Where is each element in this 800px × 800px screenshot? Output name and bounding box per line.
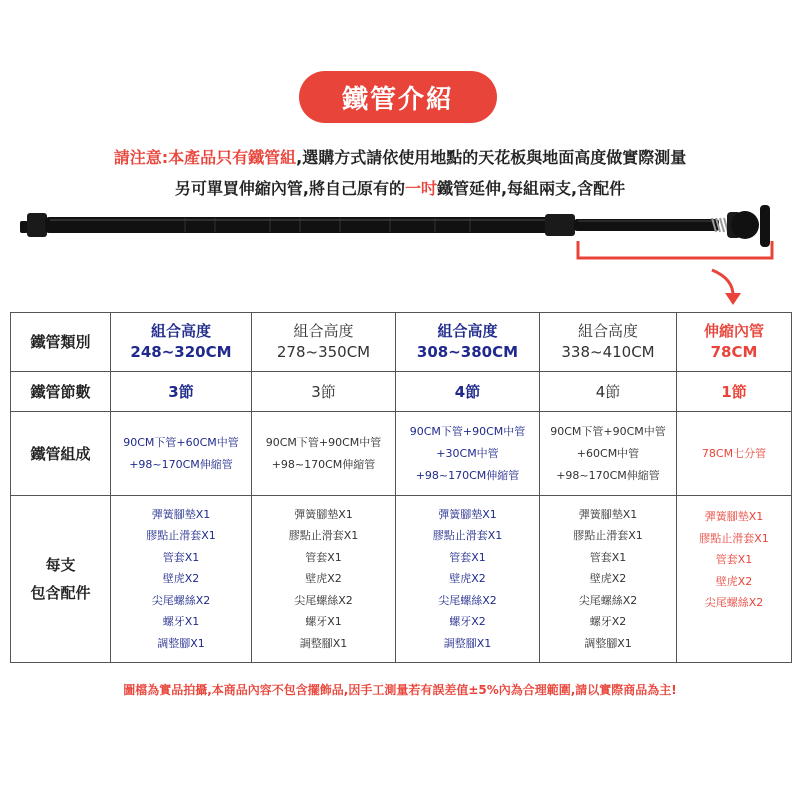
notice-text: ,選購方式請依使用地點的天花板與地面高度做實際測量 xyxy=(296,148,687,167)
col-5-accessories: 彈簧腳墊X1 膠點止滑套X1 管套X1 壁虎X2 尖尾螺絲X2 xyxy=(677,496,792,663)
col-1-sections: 3節 xyxy=(111,372,252,412)
col-5-header: 伸縮內管 78CM xyxy=(677,313,792,372)
col-4-composition: 90CM下管+90CM中管 +60CM中管 +98~170CM伸縮管 xyxy=(540,412,677,496)
pole-left-bracket xyxy=(27,213,47,237)
section-title: 鐵管介紹 xyxy=(299,71,497,123)
notice-warning: 請注意:本產品只有鐵管組 xyxy=(113,148,297,167)
row-label-accessories: 每支 包含配件 xyxy=(11,496,111,663)
col-4-accessories: 彈簧腳墊X1 膠點止滑套X1 管套X1 壁虎X2 尖尾螺絲X2 螺牙X2 調整腳X1 xyxy=(540,496,677,663)
row-label-type: 鐵管類別 xyxy=(11,313,111,372)
arrow-curve xyxy=(712,270,733,297)
col-1-header: 組合高度 248~320CM xyxy=(111,313,252,372)
pole-left-cap xyxy=(20,221,28,233)
row-type xyxy=(11,313,792,372)
col-3-header: 組合高度 308~380CM xyxy=(396,313,540,372)
pole-knob xyxy=(731,211,759,239)
col-2-header: 組合高度 278~350CM xyxy=(252,313,396,372)
inner-tube-highlight xyxy=(578,241,772,258)
notice-text-a: 另可單買伸縮內管,將自己原有的 xyxy=(174,179,405,198)
row-label-composition: 鐵管組成 xyxy=(11,412,111,496)
col-3-composition: 90CM下管+90CM中管 +30CM中管 +98~170CM伸縮管 xyxy=(396,412,540,496)
notice-highlight: 一吋 xyxy=(404,179,437,198)
row-label-sections: 鐵管節數 xyxy=(11,372,111,412)
col-3-accessories: 彈簧腳墊X1 膠點止滑套X1 管套X1 壁虎X2 尖尾螺絲X2 螺牙X2 調整腳X1 xyxy=(396,496,540,663)
col-5-composition: 78CM七分管 xyxy=(677,412,792,496)
col-2-sections: 3節 xyxy=(252,372,396,412)
row-composition xyxy=(11,412,792,496)
notice-text-b: 鐵管延伸,每組兩支,含配件 xyxy=(436,179,626,198)
col-4-header: 組合高度 338~410CM xyxy=(540,313,677,372)
col-3-sections: 4節 xyxy=(396,372,540,412)
notice-line-1 xyxy=(0,145,800,168)
footnote: 圖檔為實品拍攝,本商品內容不包含擺飾品,因手工測量若有誤差值±5%內為合理範圍,請以實際商品為主! xyxy=(123,683,677,697)
col-5-sections: 1節 xyxy=(677,372,792,412)
col-1-composition: 90CM下管+60CM中管 +98~170CM伸縮管 xyxy=(111,412,252,496)
pole-foot-pad xyxy=(760,205,770,247)
arrow-down-icon xyxy=(725,293,741,305)
col-1-accessories: 彈簧腳墊X1 膠點止滑套X1 管套X1 壁虎X2 尖尾螺絲X2 螺牙X1 調整腳X1 xyxy=(111,496,252,663)
spec-table xyxy=(10,312,792,663)
row-accessories xyxy=(11,496,792,663)
col-4-sections: 4節 xyxy=(540,372,677,412)
pole-collar xyxy=(545,214,575,236)
pole-illustration xyxy=(0,195,800,310)
col-2-accessories: 彈簧腳墊X1 膠點止滑套X1 管套X1 壁虎X2 尖尾螺絲X2 螺牙X1 調整腳X1 xyxy=(252,496,396,663)
row-sections xyxy=(11,372,792,412)
col-2-composition: 90CM下管+90CM中管 +98~170CM伸縮管 xyxy=(252,412,396,496)
